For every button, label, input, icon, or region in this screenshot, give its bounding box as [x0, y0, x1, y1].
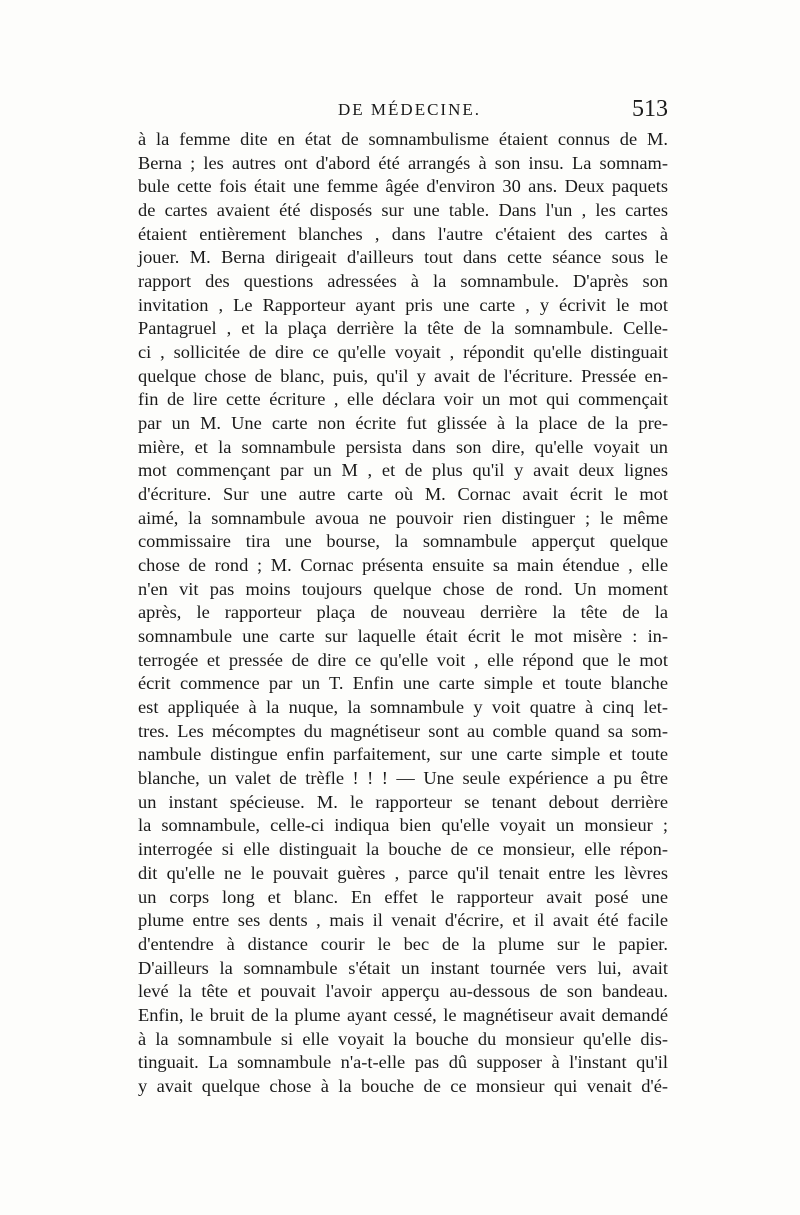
text-line: Enfin, le bruit de la plume ayant cessé, le magnétiseur avait demandé	[138, 1004, 668, 1025]
text-line: commissaire tira une bourse, la somnambule apperçut quelque	[138, 531, 668, 552]
text-line: aimé, la somnambule avoua ne pouvoir rien distinguer ; le même	[138, 507, 668, 528]
text-line: d'écriture. Sur une autre carte où M. Cornac avait écrit le mot	[138, 484, 668, 505]
text-line: à la femme dite en état de somnambulisme étaient connus de M.	[138, 129, 668, 149]
text-line: la somnambule, celle-ci indiqua bien qu'elle voyait un monsieur ;	[138, 815, 668, 836]
text-line: n'en vit pas moins toujours quelque chose de rond. Un moment	[138, 578, 668, 599]
text-line: levé la tête et pouvait l'avoir apperçu au-dessous de son bandeau.	[138, 981, 668, 1002]
text-line: Pantagruel , et la plaça derrière la tête de la somnambule. Celle-	[138, 318, 668, 339]
text-line: y avait quelque chose à la bouche de ce monsieur qui venait d'é-	[138, 1075, 668, 1096]
text-line: plume entre ses dents , mais il venait d'écrire, et il avait été facile	[138, 910, 668, 931]
running-head: DE MÉDECINE.	[338, 100, 481, 119]
text-line: d'entendre à distance courir le bec de la plume sur le papier.	[138, 933, 668, 954]
text-line: par un M. Une carte non écrite fut glissée à la place de la pre-	[138, 413, 668, 434]
text-line: somnambule une carte sur laquelle était écrit le mot misère : in-	[138, 626, 668, 647]
text-line: écrit commence par un T. Enfin une carte simple et toute blanche	[138, 673, 668, 694]
text-line: mière, et la somnambule persista dans son dire, qu'elle voyait un	[138, 436, 668, 457]
text-line: après, le rapporteur plaça de nouveau derrière la tête de la	[138, 602, 668, 623]
text-line: tres. Les mécomptes du magnétiseur sont au comble quand sa som-	[138, 720, 668, 741]
text-line: D'ailleurs la somnambule s'était un instant tournée vers lui, avait	[138, 957, 668, 978]
text-line: étaient entièrement blanches , dans l'autre c'étaient des cartes à	[138, 223, 668, 244]
text-line: interrogée si elle distinguait la bouche de ce monsieur, elle répon-	[138, 839, 668, 860]
text-line: tinguait. La somnambule n'a-t-elle pas dû supposer à l'instant qu'il	[138, 1052, 668, 1073]
text-line: est appliquée à la nuque, la somnambule y voit quatre à cinq let-	[138, 697, 668, 718]
page-number: 513	[632, 96, 668, 122]
text-line: Berna ; les autres ont d'abord été arrangés à son insu. La somnam-	[138, 152, 668, 173]
text-line: à la somnambule si elle voyait la bouche du monsieur qu'elle dis-	[138, 1028, 668, 1049]
text-line: nambule distingue enfin parfaitement, sur une carte simple et toute	[138, 744, 668, 765]
text-line: jouer. M. Berna dirigeait d'ailleurs tout dans cette séance sous le	[138, 247, 668, 268]
text-line: fin de lire cette écriture , elle déclara voir un mot qui commençait	[138, 389, 668, 410]
text-line: terrogée et pressée de dire ce qu'elle voit , elle répond que le mot	[138, 649, 668, 670]
text-line: rapport des questions adressées à la somnambule. D'après son	[138, 271, 668, 292]
text-line: chose de rond ; M. Cornac présenta ensuite sa main étendue , elle	[138, 555, 668, 576]
text-line: invitation , Le Rapporteur ayant pris une carte , y écrivit le mot	[138, 294, 668, 315]
text-line: ci , sollicitée de dire ce qu'elle voyait , répondit qu'elle distinguait	[138, 342, 668, 363]
text-line: un instant spécieuse. M. le rapporteur se tenant debout derrière	[138, 791, 668, 812]
text-line: blanche, un valet de trèfle ! ! ! — Une seule expérience a pu être	[138, 768, 668, 789]
text-line: mot commençant par un M , et de plus qu'il y avait deux lignes	[138, 460, 668, 481]
text-line: dit qu'elle ne le pouvait guères , parce qu'il tenait entre les lèvres	[138, 862, 668, 883]
body-text	[138, 128, 668, 1099]
text-line: quelque chose de blanc, puis, qu'il y avait de l'écriture. Pressée en-	[138, 365, 668, 386]
text-line: un corps long et blanc. En effet le rapporteur avait posé une	[138, 886, 668, 907]
text-line: bule cette fois était une femme âgée d'environ 30 ans. Deux paquets	[138, 176, 668, 197]
text-line: de cartes avaient été disposés sur une table. Dans l'un , les cartes	[138, 200, 668, 221]
page-header	[138, 96, 668, 126]
